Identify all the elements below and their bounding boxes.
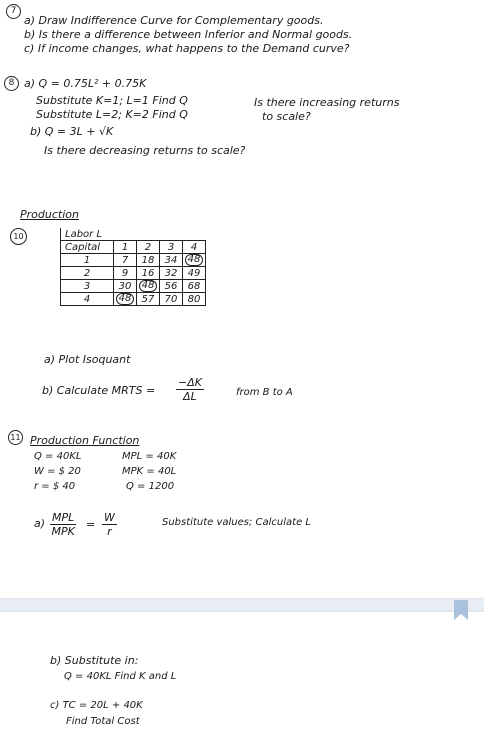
q11-part-a-label: a) — [34, 517, 46, 530]
q8-side-question-2: to scale? — [262, 110, 311, 123]
circled-value: 48 — [116, 293, 135, 305]
q11-marginal: MPL = 40K — [122, 451, 177, 462]
table-cell-circled — [183, 254, 206, 267]
table-cell: 7 — [114, 254, 137, 267]
question-11-number: 11 — [8, 430, 23, 445]
capital-value: 1 — [61, 254, 114, 267]
q11-marginal: MPK = 40L — [122, 466, 177, 477]
circled-value: 48 — [185, 254, 204, 266]
q11-given: W = $ 20 — [34, 466, 81, 477]
q11-marginal: Q = 1200 — [126, 481, 175, 492]
table-cell: 49 — [183, 267, 206, 280]
table-cell: 30 — [114, 280, 137, 293]
table-row — [61, 267, 206, 280]
table-cell: 70 — [160, 293, 183, 306]
table-cell: 68 — [183, 280, 206, 293]
q8-side-question-1: Is there increasing returns — [254, 96, 400, 109]
circled-value: 48 — [139, 280, 158, 292]
q10-part-a: a) Plot Isoquant — [44, 353, 131, 366]
q8-part-b: b) Q = 3L + √K — [30, 125, 114, 138]
q11-title: Production Function — [30, 434, 140, 447]
mrts-fraction — [176, 376, 204, 403]
capital-header: Capital — [61, 241, 114, 254]
table-cell-circled — [114, 293, 137, 306]
q8-part-a: a) Q = 0.75L² + 0.75K — [24, 77, 147, 90]
labor-value: 4 — [183, 241, 206, 254]
q11-part-c-detail: Find Total Cost — [66, 716, 140, 727]
q11-given: r = $ 40 — [34, 481, 76, 492]
question-8-number: 8 — [4, 76, 19, 91]
production-heading: Production — [20, 208, 79, 221]
wage-numerator: W — [104, 511, 115, 524]
q8-substitute-1: Substitute K=1; L=1 Find Q — [36, 94, 188, 107]
table-cell: 32 — [160, 267, 183, 280]
mrts-numerator: −ΔK — [178, 376, 202, 389]
page-divider — [0, 598, 484, 612]
q10-part-b-prefix: b) Calculate MRTS = — [42, 384, 156, 397]
q8-part-b-question: Is there decreasing returns to scale? — [44, 144, 246, 157]
table-row — [61, 280, 206, 293]
mrts-denominator: ΔL — [183, 390, 197, 403]
labor-header: Labor L — [61, 228, 206, 241]
equals-sign: = — [86, 518, 96, 531]
table-cell: 80 — [183, 293, 206, 306]
capital-value: 4 — [61, 293, 114, 306]
q8-substitute-2: Substitute L=2; K=2 Find Q — [36, 108, 188, 121]
table-cell: 57 — [137, 293, 160, 306]
mp-ratio-denominator: MPK — [51, 525, 75, 538]
table-row — [61, 293, 206, 306]
q7-part-b: b) Is there a difference between Inferior and Normal goods. — [24, 28, 353, 41]
table-cell: 9 — [114, 267, 137, 280]
q7-part-a: a) Draw Indifference Curve for Complementary goods. — [24, 14, 324, 27]
labor-value: 2 — [137, 241, 160, 254]
q10-part-b-suffix: from B to A — [236, 387, 293, 398]
wage-rent-fraction — [102, 511, 117, 538]
q11-part-a-note: Substitute values; Calculate L — [162, 517, 311, 528]
table-cell: 18 — [137, 254, 160, 267]
question-10-number: 10 — [10, 228, 27, 245]
labor-value: 1 — [114, 241, 137, 254]
mp-ratio-numerator: MPL — [52, 511, 75, 524]
production-table — [60, 228, 206, 306]
table-cell: 56 — [160, 280, 183, 293]
question-7-number: 7 — [6, 4, 21, 19]
q7-part-c: c) If income changes, what happens to the Demand curve? — [24, 42, 350, 55]
q11-given: Q = 40KL — [34, 451, 82, 462]
labor-value: 3 — [160, 241, 183, 254]
table-cell-circled — [137, 280, 160, 293]
q11-part-c: c) TC = 20L + 40K — [50, 700, 143, 711]
table-cell: 34 — [160, 254, 183, 267]
rent-denominator: r — [107, 525, 112, 538]
capital-value: 2 — [61, 267, 114, 280]
bookmark-icon[interactable] — [454, 600, 468, 620]
table-row — [61, 254, 206, 267]
capital-value: 3 — [61, 280, 114, 293]
q11-part-b: b) Substitute in: — [50, 654, 139, 667]
mp-ratio-fraction — [50, 511, 76, 538]
table-cell: 16 — [137, 267, 160, 280]
q11-part-b-detail: Q = 40KL Find K and L — [64, 671, 177, 682]
